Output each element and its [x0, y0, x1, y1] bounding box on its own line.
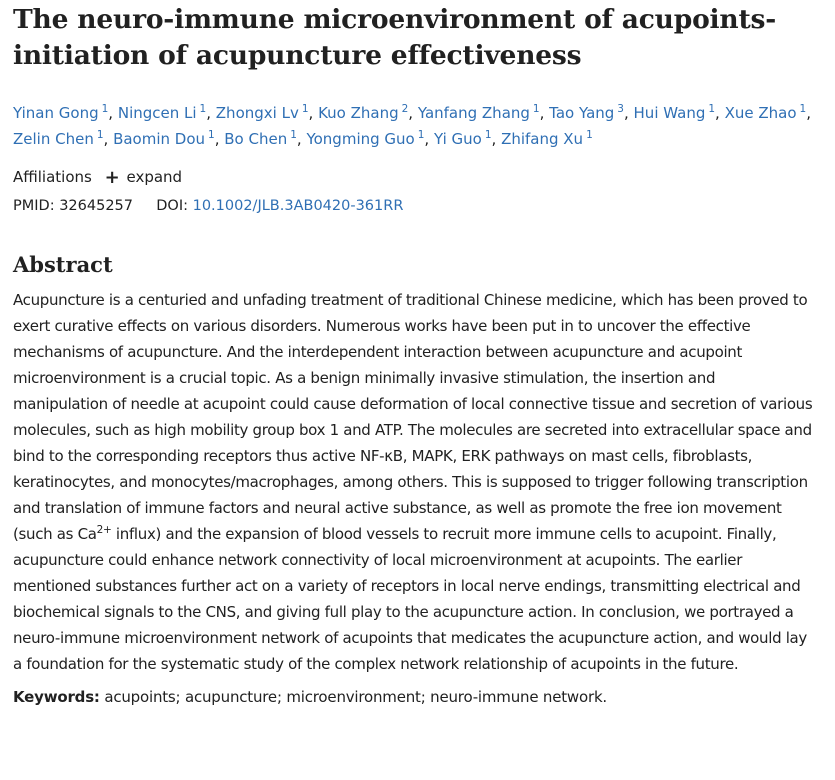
affiliation-number[interactable]: 1 [484, 129, 492, 141]
keywords-value: acupoints; acupuncture; microenvironment; neuro-immune network. [104, 688, 607, 706]
affiliations-label: Affiliations [13, 168, 92, 186]
pmid-label: PMID: [13, 198, 55, 214]
author-link[interactable]: Kuo Zhang [318, 104, 399, 122]
affiliation-number[interactable]: 1 [301, 103, 309, 115]
affiliation-number[interactable]: 1 [799, 103, 807, 115]
author-link[interactable]: Hui Wang [633, 104, 706, 122]
author-link[interactable]: Yanfang Zhang [417, 104, 530, 122]
abstract-heading: Abstract [13, 252, 113, 277]
pmid-value: 32645257 [59, 198, 134, 214]
author-link[interactable]: Zhongxi Lv [215, 104, 299, 122]
author-link[interactable]: Yinan Gong [13, 104, 99, 122]
author-link[interactable]: Bo Chen [224, 130, 288, 148]
abstract-text-part1: Acupuncture is a centuried and unfading treatment of traditional Chinese medicine, which has been proved to exert curative effects on various disorders. Numerous works have been put in to uncover the effective mechanisms of acupuncture. And the interdependent interaction between acupuncture and acupoint microenvironment is a crucial topic. As a benign minimally invasive stimulation, the insertion and manipulation of needle at acupoint could cause deformation of local connective tissue and secretion of various molecules, such as high mobility group box 1 and ATP. The molecules are secreted into extracellular space and bind to the corresponding receptors thus active NF-κB, MAPK, ERK pathways on mast cells, fibroblasts, keratinocytes, and monocytes/macrophages, among others. This is supposed to trigger following transcription and translation of immune factors and neural active substance, as well as promote the free ion movement (such as Ca [13, 291, 813, 543]
abstract-text [13, 287, 813, 677]
abstract-superscript: 2+ [96, 524, 112, 536]
expand-label: expand [126, 168, 183, 186]
abstract-text-part2: influx) and the expansion of blood vessels to recruit more immune cells to acupoint. Finally, acupuncture could enhance network connectivity of local microenvironment at acupoints. The earlier mentioned substances further act on a variety of receptors in local nerve endings, transmitting electrical and biochemical signals to the CNS, and giving full play to the acupuncture action. In conclusion, we portrayed a neuro-immune microenvironment network of acupoints that medicates the acupuncture action, and would lay a foundation for the systematic study of the complex network relationship of acupoints in the future. [13, 525, 807, 673]
affiliation-number[interactable]: 1 [586, 129, 593, 141]
author-link[interactable]: Zhifang Xu [501, 130, 584, 148]
author-link[interactable]: Yi Guo [433, 130, 482, 148]
author-list: Yinan Gong $^1$, Ningcen Li $^1$, Zhongxi Lv $^1$, Kuo Zhang $^2$, Yanfang Zhang $^1$, Tao Yang $^3$, Hui Wang $^1$, Xue Zhao $^1$, Zelin Chen $^1$, Baomin Dou $^1$, Bo Chen $^1$, Yongming Guo $^1$, Yi Guo $^1$, Zhifang Xu $^1$ [13, 103, 811, 148]
article-title: The neuro-immune microenvironment of acupoints-initiation of acupuncture effectiveness [13, 4, 777, 71]
affiliation-number[interactable]: 1 [208, 129, 215, 141]
keywords-label: Keywords: [13, 688, 100, 706]
expand-affiliations-button[interactable] [105, 168, 182, 186]
author-link[interactable]: Baomin Dou [113, 130, 206, 148]
author-link[interactable]: Zelin Chen [13, 130, 94, 148]
identifiers-row [13, 195, 823, 217]
affiliation-number[interactable]: 1 [96, 129, 104, 141]
doi-label: DOI: [156, 198, 188, 214]
affiliation-number[interactable]: 1 [417, 129, 425, 141]
affiliation-number[interactable]: 3 [617, 103, 624, 115]
author-link[interactable]: Ningcen Li [117, 104, 197, 122]
affiliation-number[interactable]: 1 [199, 103, 207, 115]
article-page [13, 0, 823, 709]
author-link[interactable]: Tao Yang [549, 104, 615, 122]
affiliations-row [13, 166, 823, 189]
author-link[interactable]: Xue Zhao [724, 104, 797, 122]
plus-icon: + [104, 167, 120, 188]
affiliation-number[interactable]: 1 [101, 103, 109, 115]
affiliation-number[interactable]: 1 [532, 103, 540, 115]
author-link[interactable]: Yongming Guo [306, 130, 415, 148]
affiliation-number[interactable]: 2 [401, 103, 409, 115]
affiliation-number[interactable]: 1 [290, 129, 297, 141]
doi-link[interactable]: 10.1002/JLB.3AB0420-361RR [192, 198, 404, 214]
affiliation-number[interactable]: 1 [708, 103, 716, 115]
keywords-row [13, 685, 823, 709]
